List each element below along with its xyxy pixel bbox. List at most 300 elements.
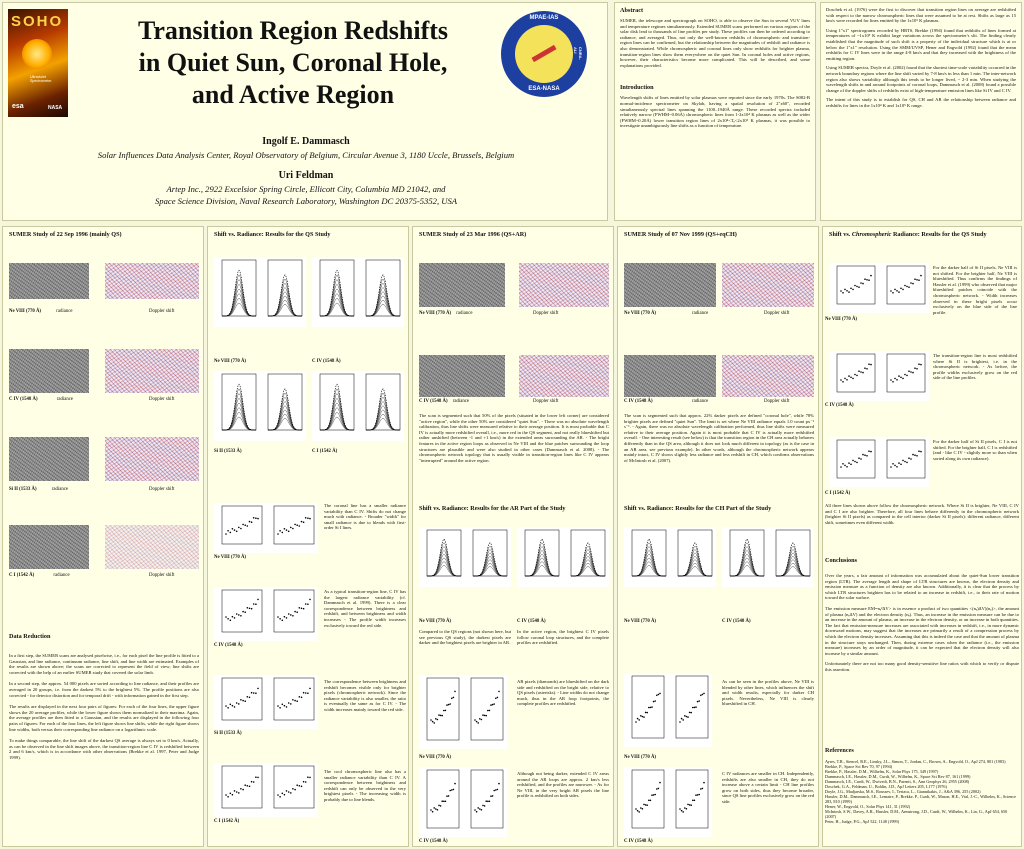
scatter-point <box>238 614 240 616</box>
c-iv-label: C IV (1548 Å) <box>312 359 341 364</box>
plot-frame <box>632 530 666 576</box>
scatter-point <box>910 282 912 284</box>
scatter-point <box>495 698 497 700</box>
scatter-point <box>695 794 697 796</box>
scatter-point <box>892 292 894 294</box>
scatter-point <box>253 692 255 694</box>
scatter-point <box>638 719 640 721</box>
scatter-point <box>479 718 481 720</box>
ch-c-iv-shift-plot <box>624 767 712 837</box>
scatter-point <box>487 710 489 712</box>
line-profile <box>632 562 666 576</box>
line-profile <box>678 543 712 576</box>
scatter-point <box>860 371 862 373</box>
c-i-caption-row <box>9 573 199 579</box>
c-i-profile-plot <box>312 371 404 441</box>
ar-ne-viii-profile-plot <box>419 527 511 587</box>
scatter-point <box>441 800 443 802</box>
radiance-label: radiance <box>452 399 470 404</box>
c-i-label: C I (1542 Å) <box>9 573 35 578</box>
scatter-point <box>689 712 691 714</box>
scatter-point <box>682 719 684 721</box>
scatter-point <box>277 616 279 618</box>
ar-brightest-text: In the active region, the brightest C IV pixels follow coronal loop structures, and the complete profiles are redshifted. <box>517 629 609 646</box>
scatter-point <box>449 703 451 705</box>
line-profile <box>525 566 559 577</box>
scatter-point <box>481 809 483 811</box>
scatter-point <box>840 290 842 292</box>
scatter-point <box>290 792 292 794</box>
scatter-point <box>474 719 476 721</box>
plot-frame <box>427 770 459 828</box>
qs-compare-text: Compared to the QS regions (not shown here, but see previous QS study), the darkest pixels are darker and the brightest pixels are brighter in AR. <box>419 629 511 646</box>
scatter-point <box>236 531 238 533</box>
radiance-label: radiance <box>56 309 73 314</box>
line-profile <box>366 275 400 316</box>
scatter-point <box>490 704 492 706</box>
scatter-point <box>643 716 645 718</box>
radiance-label: radiance <box>51 487 69 492</box>
emblem-right-text: CNRA-ALI <box>573 47 583 60</box>
affiliation-2a: Artep Inc., 2922 Excelsior Spring Circle, Ellicott City, Columbia MD 21042, and <box>166 184 446 194</box>
plot-frame <box>837 266 875 304</box>
scatter-point <box>842 463 844 465</box>
line-profile <box>678 550 712 577</box>
line-profile <box>222 384 256 430</box>
scatter-point <box>230 532 232 534</box>
scatter-point <box>288 791 290 793</box>
line-profile <box>473 550 507 577</box>
line-profile <box>730 543 764 576</box>
col2-title: Shift vs. Radiance: Results for the QS Study <box>214 231 331 238</box>
scatter-point <box>305 603 307 605</box>
scatter-point <box>244 611 246 613</box>
c-iv-label: C IV (1548 Å) <box>825 403 854 408</box>
scatter-point <box>489 710 491 712</box>
line-profile <box>366 304 400 316</box>
ne-viii-label: Ne VIII (770 Å) <box>419 755 452 760</box>
scatter-point <box>242 789 244 791</box>
scatter-point <box>695 706 697 708</box>
scatter-point <box>650 707 652 709</box>
scatter-point <box>850 464 852 466</box>
si-ii-label: Si II (1533 Å) <box>214 449 242 454</box>
scatter-point <box>698 794 700 796</box>
scatter-point <box>638 811 640 813</box>
line-profile <box>473 567 507 577</box>
line-profile <box>571 546 605 576</box>
scatter-point <box>866 455 868 457</box>
plot-frame <box>887 266 925 304</box>
soho-logo-caption: Ultraviolet Spectrometer <box>30 75 52 83</box>
c-iv-label: C IV (1548 Å) <box>9 397 38 402</box>
line-profile <box>268 410 302 430</box>
scatter-point <box>703 693 705 695</box>
scatter-point <box>476 721 478 723</box>
line-profile <box>366 300 400 316</box>
scatter-point <box>654 700 656 702</box>
scatter-point <box>251 521 253 523</box>
scatter-point <box>435 718 437 720</box>
scatter-point <box>659 693 661 695</box>
scatter-point <box>858 370 860 372</box>
scatter-point <box>448 795 450 797</box>
plot-frame <box>632 770 664 828</box>
line-profile <box>320 298 354 316</box>
scatter-point <box>438 805 440 807</box>
line-profile <box>571 560 605 576</box>
scatter-point <box>653 794 655 796</box>
scatter-point <box>303 521 305 523</box>
scatter-point <box>435 808 437 810</box>
scatter-point <box>864 278 866 280</box>
line-profile <box>268 397 302 430</box>
figure-graphic <box>829 437 929 487</box>
chrom-c-iv-text: The transition-region line is most redshifted where Si II is brightest, i.e. in the chromospheric network. - As before, the profile widths exclusively grow on the red side of the line profiles. <box>933 353 1017 381</box>
ne-viii-profile-plot <box>214 257 306 327</box>
scatter-point <box>284 616 286 618</box>
scatter-point <box>640 807 642 809</box>
scatter-point <box>277 533 279 535</box>
scatter-point <box>294 524 296 526</box>
scatter-point <box>692 800 694 802</box>
line-profile <box>571 563 605 576</box>
scatter-point <box>658 788 660 790</box>
scatter-point <box>906 462 908 464</box>
scatter-point <box>484 805 486 807</box>
scatter-point <box>292 788 294 790</box>
col5-title-em: Chromospheric <box>851 231 892 238</box>
scatter-point <box>900 464 902 466</box>
scatter-point <box>307 603 309 605</box>
si-ii-label: Si II (1533 Å) <box>9 487 37 492</box>
col5-title <box>829 231 987 239</box>
scatter-point <box>430 809 432 811</box>
figure-graphic <box>624 767 712 837</box>
scatter-point <box>284 794 286 796</box>
line-profile <box>366 410 400 430</box>
ne-viii-label: Ne VIII (770 Å) <box>624 311 657 316</box>
scatter-point <box>309 518 311 520</box>
scatter-point <box>299 525 301 527</box>
line-profile <box>320 280 354 316</box>
figure-graphic <box>722 527 814 587</box>
ne-viii-shift-plot <box>214 503 318 553</box>
reference-item: Dammasch, I.E., Hassler, D.M., Curdt, W., Wilhelm, K., Space Sci Rev 87, 161 (1999) <box>825 774 971 779</box>
reference-item: Dammasch, I.E., Curdt, W., Dwivedi, B.N., Parenti, S., Ann Geophys 26, 2955 (2008) <box>825 779 970 784</box>
line-profile <box>730 566 764 577</box>
scatter-point <box>860 282 862 284</box>
line-profile <box>320 403 354 430</box>
scatter-point <box>437 719 439 721</box>
scatter-point <box>284 705 286 707</box>
scatter-point <box>249 697 251 699</box>
esa-logo: esa <box>12 103 24 110</box>
c-i-label: C I (1542 Å) <box>825 491 851 496</box>
scatter-point <box>910 458 912 460</box>
line-profile <box>268 279 302 316</box>
figure-graphic <box>517 527 609 587</box>
col1-panel <box>2 226 204 847</box>
c-i-radiance-image <box>9 525 89 569</box>
line-profile <box>730 539 764 576</box>
line-profile <box>473 563 507 576</box>
line-profile <box>366 397 400 430</box>
line-profile <box>268 406 302 430</box>
scatter-point <box>856 286 858 288</box>
conclusions-p1: Over the years, a fair amount of information was accumulated about the quiet-Sun lower transition region (LTR). The average length and shape of LTR structures are known, the electron density and emission measure as a function of density are also known. Additionally, it is clear that the process by which LTR structures brighten has to be related to an increase in redshift, i.e., to their rate of motion toward the solar surface. <box>825 573 1019 601</box>
line-profile <box>268 300 302 316</box>
col5-panel <box>822 226 1022 847</box>
scatter-point <box>870 364 872 366</box>
scatter-point <box>659 782 661 784</box>
scatter-point <box>650 800 652 802</box>
plot-frame <box>222 506 262 544</box>
radiance-label: radiance <box>53 573 70 578</box>
scatter-point <box>679 808 681 810</box>
scatter-point <box>433 807 435 809</box>
sumer-emblem <box>495 11 587 97</box>
c-iv-doppler-image <box>722 355 814 397</box>
emblem-left-text: GSFC-OUGT <box>495 41 501 66</box>
radiance-label: radiance <box>56 397 74 402</box>
soho-logo-text: SOHO <box>11 13 64 30</box>
scatter-point <box>918 279 920 281</box>
scatter-point <box>643 804 645 806</box>
ne-viii-label: Ne VIII (770 Å) <box>214 359 247 364</box>
ch-ne-viii-profile-plot <box>624 527 716 587</box>
scatter-point <box>493 790 495 792</box>
plot-frame <box>274 766 314 808</box>
scatter-point <box>840 466 842 468</box>
ch-results-title: Shift vs. Radiance: Results for the CH Part of the Study <box>624 505 772 512</box>
radiance-label: radiance <box>692 311 709 316</box>
line-profile <box>366 406 400 430</box>
doppler-label: Doppler shift <box>149 573 175 578</box>
plot-frame <box>222 678 262 720</box>
scatter-point <box>894 289 896 291</box>
reference-item: Doyle, J.G., Madjarska, M.S., Roussev, I., Teriaca, L., Giannikakis, J., A&A 396, 255 (2002) <box>825 789 981 794</box>
plot-frame <box>525 530 559 576</box>
line-profile <box>632 547 666 576</box>
scatter-point <box>686 808 688 810</box>
scatter-point <box>290 703 292 705</box>
line-profile <box>571 556 605 576</box>
line-profile <box>730 558 764 576</box>
scatter-point <box>227 618 229 620</box>
scatter-point <box>255 776 257 778</box>
title-line-3: and Active Region <box>191 80 395 109</box>
line-profile <box>222 275 256 316</box>
scatter-point <box>290 527 292 529</box>
plot-frame <box>222 766 262 808</box>
scatter-point <box>852 460 854 462</box>
scatter-point <box>257 518 259 520</box>
reference-item: Brekke, P., Space Sci Rev 70, 97 (1994) <box>825 764 893 769</box>
line-profile <box>427 554 461 576</box>
scatter-point <box>684 807 686 809</box>
scatter-point <box>694 707 696 709</box>
scatter-point <box>890 290 892 292</box>
line-profile <box>268 418 302 430</box>
scatter-point <box>918 450 920 452</box>
line-profile <box>320 384 354 430</box>
doppler-label: Doppler shift <box>149 487 175 492</box>
scatter-point <box>485 800 487 802</box>
scatter-point <box>236 702 238 704</box>
scatter-point <box>482 714 484 716</box>
ne-viii-label: Ne VIII (770 Å) <box>419 619 452 624</box>
scatter-point <box>296 700 298 702</box>
scatter-point <box>651 794 653 796</box>
scatter-point <box>862 454 864 456</box>
title-line-1: Transition Region Redshifts <box>137 16 449 45</box>
scatter-point <box>481 719 483 721</box>
line-profile <box>776 546 810 576</box>
line-profile <box>776 543 810 576</box>
line-profile <box>222 408 256 430</box>
affiliation-2b: Space Science Division, Naval Research Laboratory, Washington DC 20375-5352, USA <box>154 196 458 206</box>
line-profile <box>571 543 605 576</box>
scatter-point <box>681 718 683 720</box>
scatter-point <box>651 706 653 708</box>
scatter-point <box>904 374 906 376</box>
figure-graphic <box>419 675 507 749</box>
c-i-text: The cool chromospheric line also has a smaller radiance variability than C IV. A correspondence between brightness and redshift can only be observed in the very brightest pixels - The increasing width is probably due to line blends. <box>324 769 406 802</box>
scatter-point <box>844 289 846 291</box>
scatter-point <box>288 531 290 533</box>
line-profile <box>473 546 507 576</box>
sun-icon <box>22 39 52 69</box>
si-ii-radiance-image <box>9 437 89 481</box>
scatter-point <box>904 461 906 463</box>
scatter-point <box>303 608 305 610</box>
c-iv-label: C IV (1548 Å) <box>419 399 448 404</box>
c-iv-caption-row <box>624 399 814 405</box>
scatter-point <box>684 715 686 717</box>
scatter-point <box>299 607 301 609</box>
plot-frame <box>471 770 503 828</box>
scatter-point <box>433 722 435 724</box>
c-iv-radiance-image <box>419 355 505 397</box>
line-profile <box>366 389 400 430</box>
scatter-point <box>282 532 284 534</box>
scatter-point <box>227 796 229 798</box>
scatter-point <box>454 691 456 693</box>
scatter-point <box>642 808 644 810</box>
col3-title: SUMER Study of 23 Mar 1996 (QS+AR) <box>419 231 527 238</box>
scatter-point <box>896 379 898 381</box>
data-reduction-p3: The results are displayed in the next four pairs of figures: For each of the four lines, the upper figure shows the 20 average profiles, while the lower figure shows them normalized to their maxima. Again, the average profiles are then fitted to a Gaussian, and the results are displayed in the following four pairs of figures: For each of the four lines, the left figure shows line shifts, while the right figure shows line widths, both versus their corresponding line radiance on a logarithmic scale. <box>9 704 199 732</box>
scatter-point <box>453 789 455 791</box>
ar-ne-viii-shift-plot <box>419 675 507 749</box>
scatter-point <box>914 367 916 369</box>
plot-frame <box>887 440 925 478</box>
scatter-point <box>238 527 240 529</box>
scatter-point <box>914 278 916 280</box>
ne-viii-label: Ne VIII (770 Å) <box>9 309 42 314</box>
ne-viii-doppler-image <box>722 263 814 307</box>
line-profile <box>427 566 461 577</box>
scatter-point <box>238 703 240 705</box>
line-profile <box>678 560 712 576</box>
scatter-point <box>910 371 912 373</box>
line-profile <box>730 562 764 576</box>
scatter-point <box>840 379 842 381</box>
line-profile <box>320 294 354 316</box>
figure-graphic <box>624 673 712 747</box>
line-profile <box>571 550 605 577</box>
scatter-point <box>900 377 902 379</box>
line-profile <box>366 283 400 316</box>
scatter-point <box>492 795 494 797</box>
scatter-point <box>230 704 232 706</box>
plot-frame <box>320 260 354 316</box>
scatter-point <box>916 368 918 370</box>
scatter-point <box>309 688 311 690</box>
ar-scan-text: The scan is segmented such that 50% of the pixels (situated in the lower left corner) are considered "active region", while the other 50% are considered "quiet Sun". - There was no absolute wavelength calibration, thus line shifts were measured relative to their average position. It is most probable that C IV is actually more redshifted overall, i.e., more red in the QS segment, and not really blueshifted but rather unshifted (between -1 and +1 km/s) in the extended areas surrounding the AR. - The bright features in the active region loops as observed in Ne VIII and the blue patches surrounding the loop structures are plausible and were also studied in other cases (Dammasch et al. 2008). - The chromospheric network topology that is usually visible in transition-region lines like C IV appears "interrupted" around the active region. <box>419 413 609 463</box>
scatter-point <box>430 719 432 721</box>
si-ii-profile-plot <box>214 371 306 441</box>
scatter-point <box>482 805 484 807</box>
scatter-point <box>305 692 307 694</box>
scatter-point <box>653 701 655 703</box>
scatter-point <box>848 462 850 464</box>
scatter-point <box>866 368 868 370</box>
si-ii-text: The correspondence between brightness and redshift becomes visible only for brighter pixels (chromospheric network). Since the radiance variability is also smaller, the ratio is eventually the same as for C IV. - The width increases mainly toward the red side. <box>324 679 406 712</box>
scatter-point <box>904 285 906 287</box>
plot-frame <box>837 440 875 478</box>
scatter-point <box>846 379 848 381</box>
scatter-point <box>232 528 234 530</box>
scatter-point <box>866 279 868 281</box>
scatter-point <box>484 715 486 717</box>
scatter-point <box>898 375 900 377</box>
doppler-label: Doppler shift <box>764 311 790 316</box>
scatter-point <box>894 378 896 380</box>
line-profile <box>320 412 354 430</box>
scatter-point <box>305 781 307 783</box>
scatter-point <box>646 712 648 714</box>
reference-item: Brekke, P., Hassler, D.M., Wilhelm, K., Solar Phys 175, 349 (1997) <box>825 769 939 774</box>
scatter-point <box>702 788 704 790</box>
scatter-point <box>870 275 872 277</box>
scatter-point <box>251 781 253 783</box>
scatter-point <box>225 533 227 535</box>
scatter-point <box>645 804 647 806</box>
ne-viii-doppler-image <box>519 263 609 307</box>
references-heading: References <box>825 747 854 754</box>
line-profile <box>222 389 256 430</box>
line-profile <box>525 543 559 576</box>
poster-title <box>93 15 493 111</box>
ne-viii-label: Ne VIII (770 Å) <box>419 311 452 316</box>
figure-graphic <box>214 371 306 441</box>
c-iv-radiance-image <box>9 349 89 393</box>
scatter-point <box>244 784 246 786</box>
scatter-point <box>642 716 644 718</box>
ne-viii-caption-row <box>419 311 609 317</box>
line-profile <box>222 303 256 316</box>
plot-frame <box>471 678 503 740</box>
si-ii-shift-plot <box>214 675 318 729</box>
line-profile <box>730 547 764 576</box>
reference-item: Ayres, T.R., Stencel, R.E., Linsky, J.L., Simon, T., Jordan, C., Brown, A., Engvold, O., ApJ 274, 801 (1983) <box>825 759 1006 764</box>
figure-graphic <box>214 503 318 553</box>
scatter-point <box>497 789 499 791</box>
scatter-point <box>449 790 451 792</box>
scatter-point <box>908 370 910 372</box>
